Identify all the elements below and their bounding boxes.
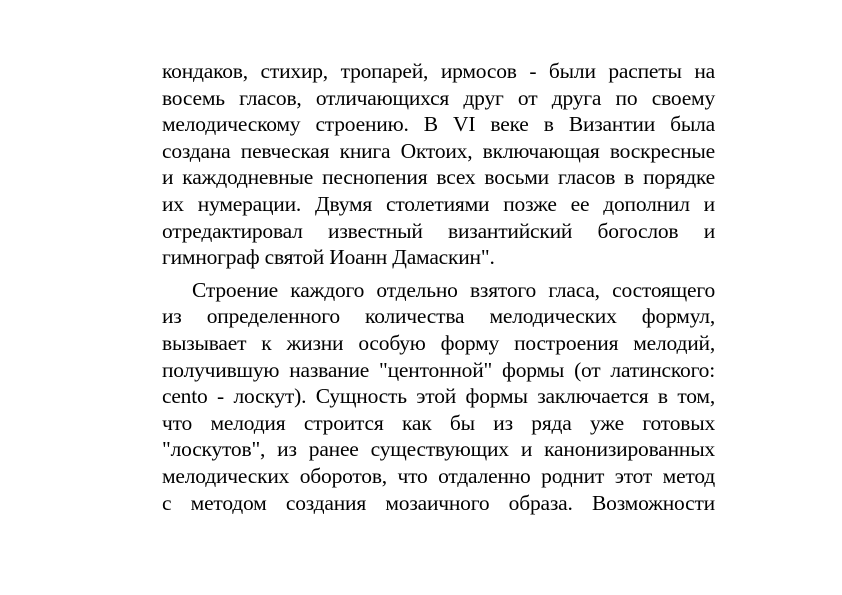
text-line: создана певческая книга Октоих, включающая воскресные (162, 138, 715, 163)
text-line: с методом создания мозаичного образа. Возможности (162, 490, 715, 515)
text-line: отредактировал известный византийский богослов и (162, 218, 715, 243)
text-line: из определенного количества мелодических формул, (162, 304, 715, 329)
text-line: Строение каждого отдельно взятого гласа, состоящего (192, 277, 715, 302)
text-line: мелодических оборотов, что отдаленно роднит этот метод (162, 463, 715, 488)
text-line: и каждодневные песнопения всех восьми гласов в порядке (162, 165, 715, 190)
text-line: что мелодия строится как бы из ряда уже готовых (162, 410, 715, 435)
text-line: "лоскутов", из ранее существующих и канонизированных (162, 437, 715, 462)
text-line: кондаков, стихир, тропарей, ирмосов - были распеты на (162, 59, 715, 83)
text-line: гимнограф святой Иоанн Дамаскин". (162, 245, 495, 270)
paragraph-1 (162, 58, 715, 271)
text-line: вызывает к жизни особую форму построения мелодий, (162, 330, 715, 355)
text-line: их нумерации. Двумя столетиями позже ее дополнил и (162, 191, 715, 216)
text-column (162, 58, 715, 516)
text-line: cento - лоскут). Сущность этой формы заключается в том, (162, 384, 715, 409)
paragraph-2 (162, 277, 715, 516)
text-line: мелодическому строению. В VI веке в Византии была (162, 112, 715, 137)
text-line: восемь гласов, отличающихся друг от друга по своему (162, 85, 715, 110)
text-line: получившую название "центонной" формы (от латинского: (162, 357, 715, 382)
